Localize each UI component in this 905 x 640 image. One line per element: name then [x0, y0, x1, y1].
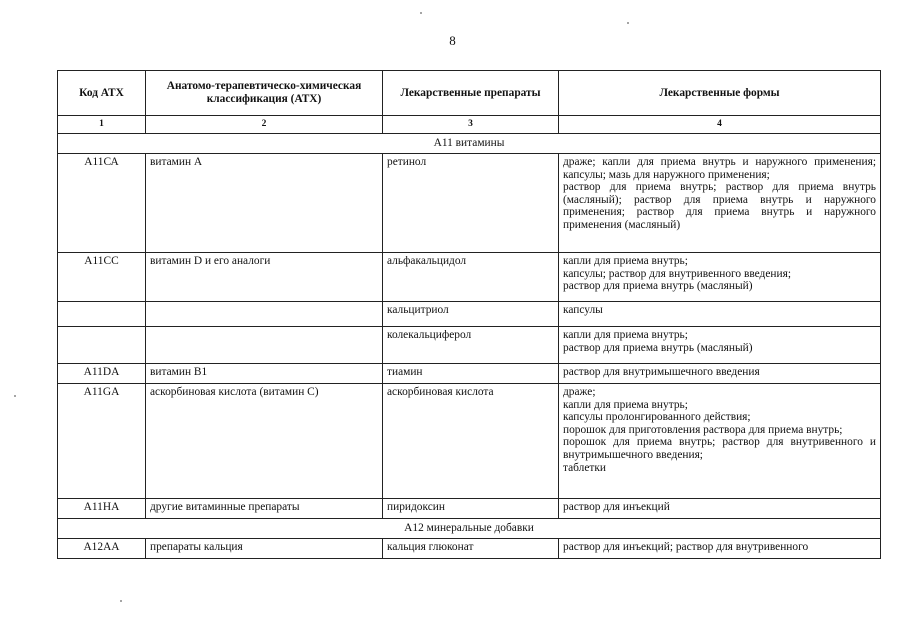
column-number: 3: [383, 116, 559, 134]
column-number-row: [58, 116, 881, 134]
atx-code: А11СС: [58, 253, 146, 302]
atx-class: другие витаминные препараты: [146, 499, 383, 519]
drug-name: кальцитриол: [383, 302, 559, 327]
group-title: А11 витамины: [58, 134, 881, 154]
atx-class: витамин А: [146, 154, 383, 253]
dosage-form-line: капсулы; раствор для внутривенного введения;: [563, 267, 792, 280]
dosage-form-line: капли для приема внутрь;: [563, 398, 688, 411]
atx-class: витамин D и его аналоги: [146, 253, 383, 302]
drug-name: альфакальцидол: [383, 253, 559, 302]
dosage-forms: [559, 539, 881, 559]
atx-code: [58, 327, 146, 364]
dosage-form-line: раствор для приема внутрь; раствор для приема внутрь (масляный); раствор для приема внутрь и наружного применения; раствор для приема внутрь и наружного применения (масляный): [563, 181, 876, 231]
header-code: Код АТХ: [58, 71, 146, 116]
table-row: [58, 384, 881, 499]
dosage-forms: [559, 499, 881, 519]
dosage-form-line: драже;: [563, 386, 596, 398]
dosage-form-line: капсулы: [563, 304, 603, 316]
dosage-forms: [559, 364, 881, 384]
header-drugs: Лекарственные препараты: [383, 71, 559, 116]
atx-code: А11СА: [58, 154, 146, 253]
column-number: 2: [146, 116, 383, 134]
group-title: А12 минеральные добавки: [58, 519, 881, 539]
atx-class: витамин В1: [146, 364, 383, 384]
header-row: [58, 71, 881, 116]
dosage-form-line: раствор для внутримышечного введения: [563, 366, 760, 378]
header-forms: Лекарственные формы: [559, 71, 881, 116]
atx-class: [146, 327, 383, 364]
atx-class: [146, 302, 383, 327]
atx-code: А12АА: [58, 539, 146, 559]
drug-name: аскорбиновая кислота: [383, 384, 559, 499]
atx-code: [58, 302, 146, 327]
dosage-forms: [559, 327, 881, 364]
atx-code: А11НА: [58, 499, 146, 519]
atx-code: А11GA: [58, 384, 146, 499]
scan-speck: [14, 395, 16, 397]
dosage-form-line: капсулы пролонгированного действия;: [563, 411, 751, 424]
atx-table: [57, 70, 881, 559]
group-row-a11: [58, 134, 881, 154]
dosage-form-line: раствор для приема внутрь (масляный): [563, 341, 753, 354]
drug-name: колекальциферол: [383, 327, 559, 364]
drug-name: пиридоксин: [383, 499, 559, 519]
dosage-forms: [559, 384, 881, 499]
drug-name: ретинол: [383, 154, 559, 253]
dosage-form-line: таблетки: [563, 461, 607, 474]
table-row: [58, 499, 881, 519]
dosage-forms: [559, 154, 881, 253]
drug-name: кальция глюконат: [383, 539, 559, 559]
dosage-form-line: драже; капли для приема внутрь и наружного применения; капсулы; мазь для наружного применения;: [563, 156, 876, 181]
atx-code: А11DA: [58, 364, 146, 384]
table-row: [58, 327, 881, 364]
dosage-forms: [559, 253, 881, 302]
dosage-form-line: раствор для инъекций; раствор для внутривенного: [563, 541, 809, 553]
dosage-form-line: раствор для приема внутрь (масляный): [563, 280, 753, 293]
page-number: 8: [449, 33, 456, 48]
table-row: [58, 364, 881, 384]
scan-speck: [627, 22, 629, 24]
atx-class: препараты кальция: [146, 539, 383, 559]
table-row: [58, 154, 881, 253]
drug-name: тиамин: [383, 364, 559, 384]
atx-class: аскорбиновая кислота (витамин С): [146, 384, 383, 499]
dosage-form-line: капли для приема внутрь;: [563, 329, 688, 341]
dosage-forms: [559, 302, 881, 327]
column-number: 1: [58, 116, 146, 134]
dosage-form-line: раствор для инъекций: [563, 501, 670, 513]
column-number: 4: [559, 116, 881, 134]
table-row: [58, 539, 881, 559]
dosage-form-line: капли для приема внутрь;: [563, 255, 688, 267]
group-row-a12: [58, 519, 881, 539]
scan-speck: [420, 12, 422, 14]
scan-speck: [120, 600, 122, 602]
table-row: [58, 253, 881, 302]
header-classification: Анатомо-терапевтическо-химическая классификация (АТХ): [146, 71, 383, 116]
dosage-form-line: порошок для приема внутрь; раствор для внутривенного и внутримышечного введения;: [563, 436, 876, 461]
table-row: [58, 302, 881, 327]
dosage-form-line: порошок для приготовления раствора для приема внутрь;: [563, 423, 843, 436]
